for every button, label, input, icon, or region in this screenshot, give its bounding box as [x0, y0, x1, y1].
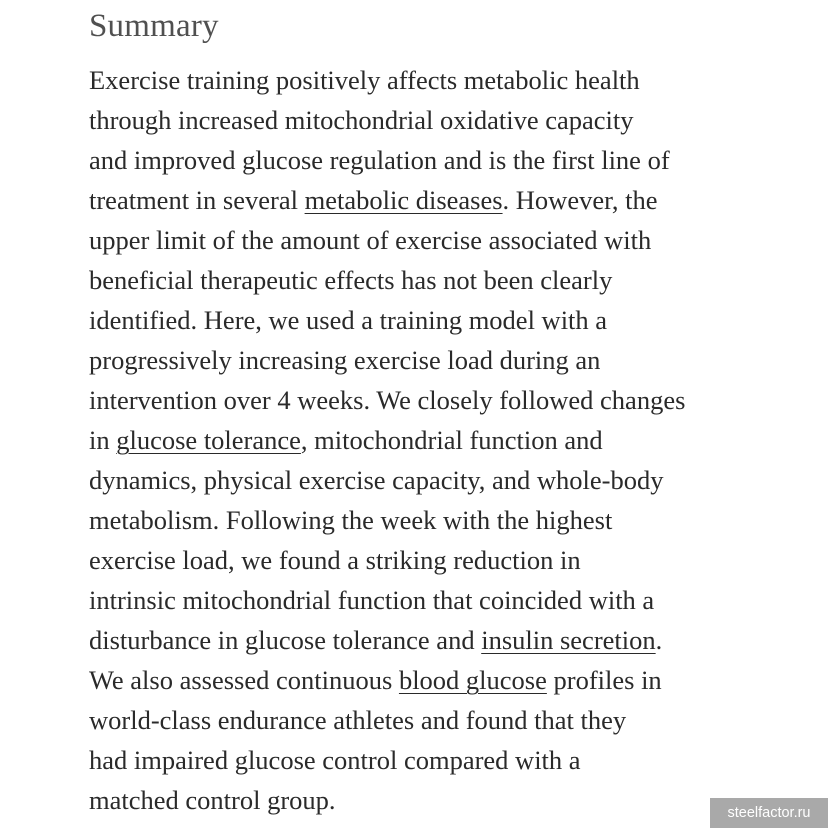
- abstract-line: beneficial therapeutic effects has not been clearly: [89, 265, 613, 295]
- abstract-line: intervention over 4 weeks. We closely followed changes: [89, 385, 686, 415]
- abstract-text: . However, the: [502, 185, 658, 215]
- abstract-line: [89, 620, 809, 660]
- abstract-line: upper limit of the amount of exercise associated with: [89, 225, 652, 255]
- abstract-line: [89, 420, 809, 460]
- abstract-line: world-class endurance athletes and found that they: [89, 705, 627, 735]
- abstract-line: [89, 660, 809, 700]
- abstract-text: We also assessed continuous: [89, 665, 399, 695]
- abstract-text: treatment in several: [89, 185, 305, 215]
- metabolic-diseases-link[interactable]: metabolic diseases: [304, 185, 503, 215]
- insulin-secretion-link[interactable]: insulin secretion: [481, 625, 656, 655]
- abstract-text: .: [655, 625, 663, 655]
- abstract-line: Exercise training positively affects metabolic health: [89, 65, 640, 95]
- abstract-line: had impaired glucose control compared with a: [89, 745, 581, 775]
- abstract-line: dynamics, physical exercise capacity, and whole-body: [89, 465, 664, 495]
- abstract-line: matched control group.: [89, 785, 336, 815]
- abstract-line: identified. Here, we used a training model with a: [89, 305, 608, 335]
- abstract-text: , mitochondrial function and: [300, 425, 603, 455]
- abstract-text: in: [89, 425, 117, 455]
- abstract-line: metabolism. Following the week with the highest: [89, 505, 613, 535]
- glucose-tolerance-link[interactable]: glucose tolerance: [116, 425, 301, 455]
- abstract-line: progressively increasing exercise load during an: [89, 345, 601, 375]
- abstract-line: intrinsic mitochondrial function that coincided with a: [89, 585, 655, 615]
- abstract-line: exercise load, we found a striking reduction in: [89, 545, 581, 575]
- abstract-paragraph: [89, 60, 809, 820]
- abstract-line: [89, 180, 809, 220]
- abstract-line: through increased mitochondrial oxidative capacity: [89, 105, 634, 135]
- watermark-label: steelfactor.ru: [710, 798, 828, 828]
- blood-glucose-link[interactable]: blood glucose: [398, 665, 547, 695]
- abstract-text: profiles in: [546, 665, 662, 695]
- abstract-line: and improved glucose regulation and is the first line of: [89, 145, 670, 175]
- article-content: [89, 4, 809, 820]
- abstract-text: disturbance in glucose tolerance and: [89, 625, 482, 655]
- section-heading: Summary: [89, 8, 219, 44]
